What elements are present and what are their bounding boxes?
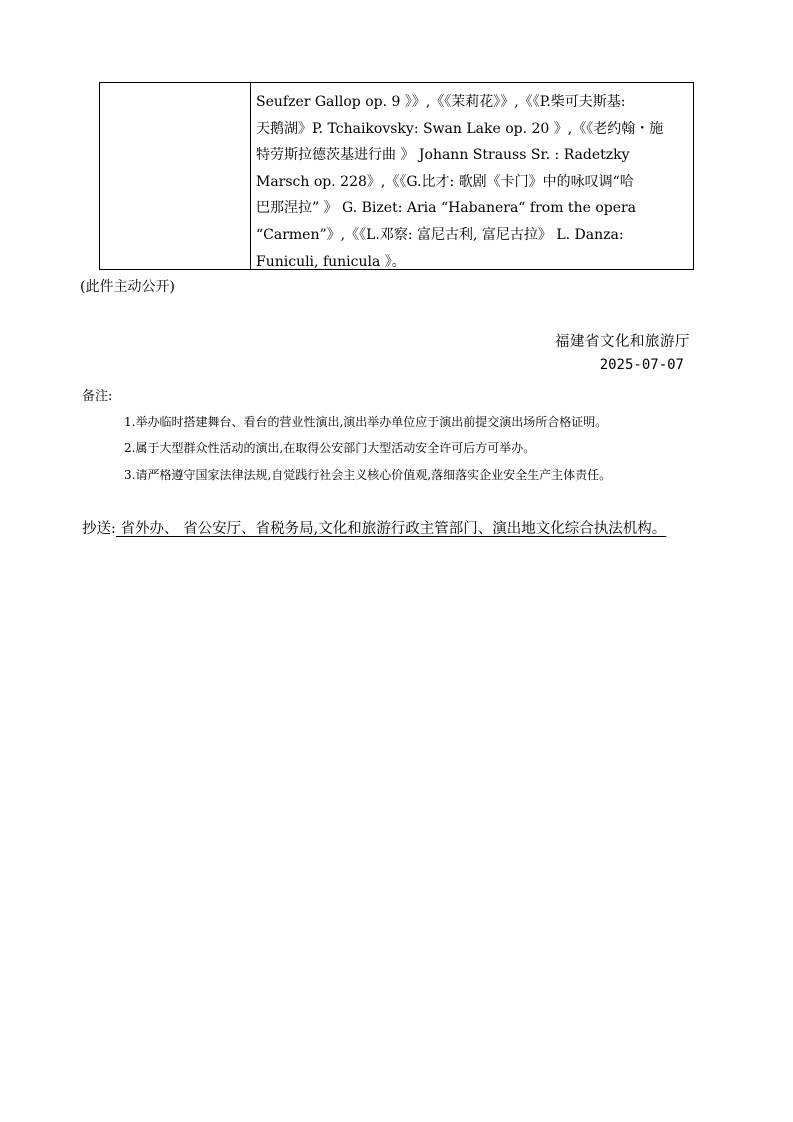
table-right-cell	[256, 89, 688, 275]
table-left-cell	[100, 83, 251, 269]
issue-date: 2025-07-07	[599, 357, 684, 373]
programme-line: 特劳斯拉德茨基进行曲 》 Johann Strauss Sr. : Radetzky	[256, 147, 630, 164]
cc-section	[82, 516, 714, 542]
programme-line: “Carmen”》,《《L.邓察: 富尼古利, 富尼古拉》 L. Danza:	[256, 226, 624, 243]
note-item: 1.举办临时搭建舞台、看台的营业性演出,演出举办单位应于演出前提交演出场所合格证明。	[124, 415, 608, 429]
programme-line: Funiculi, funicula 》。	[256, 253, 406, 270]
issuer-name: 福建省文化和旅游厅	[555, 334, 690, 350]
notes-label: 备注:	[82, 389, 113, 404]
disclosure-note: (此件主动公开)	[80, 279, 175, 295]
programme-line: Seufzer Gallop op. 9 》》,《《茉莉花》》,《《P.柴可夫斯基:	[256, 94, 626, 110]
programme-line: 巴那涅拉” 》 G. Bizet: Aria “Habanera“ from the opera	[256, 200, 637, 217]
programme-line: 天鹅湖》P. Tchaikovsky: Swan Lake op. 20 》,《《老约翰・施	[256, 120, 664, 137]
cc-label: 抄送:	[82, 521, 116, 537]
programme-table	[99, 82, 694, 270]
programme-line: Marsch op. 228》,《《G.比才: 歌剧《卡门》中的咏叹调“哈	[256, 173, 634, 190]
note-item: 2.属于大型群众性活动的演出,在取得公安部门大型活动安全许可后方可举办。	[124, 441, 536, 455]
cc-recipients: 省外办、 省公安厅、省税务局,文化和旅游行政主管部门、演出地文化综合执法机构。	[115, 521, 667, 537]
note-item: 3.请严格遵守国家法律法规,自觉践行社会主义核心价值观,落细落实企业安全生产主体责任。	[124, 468, 612, 482]
